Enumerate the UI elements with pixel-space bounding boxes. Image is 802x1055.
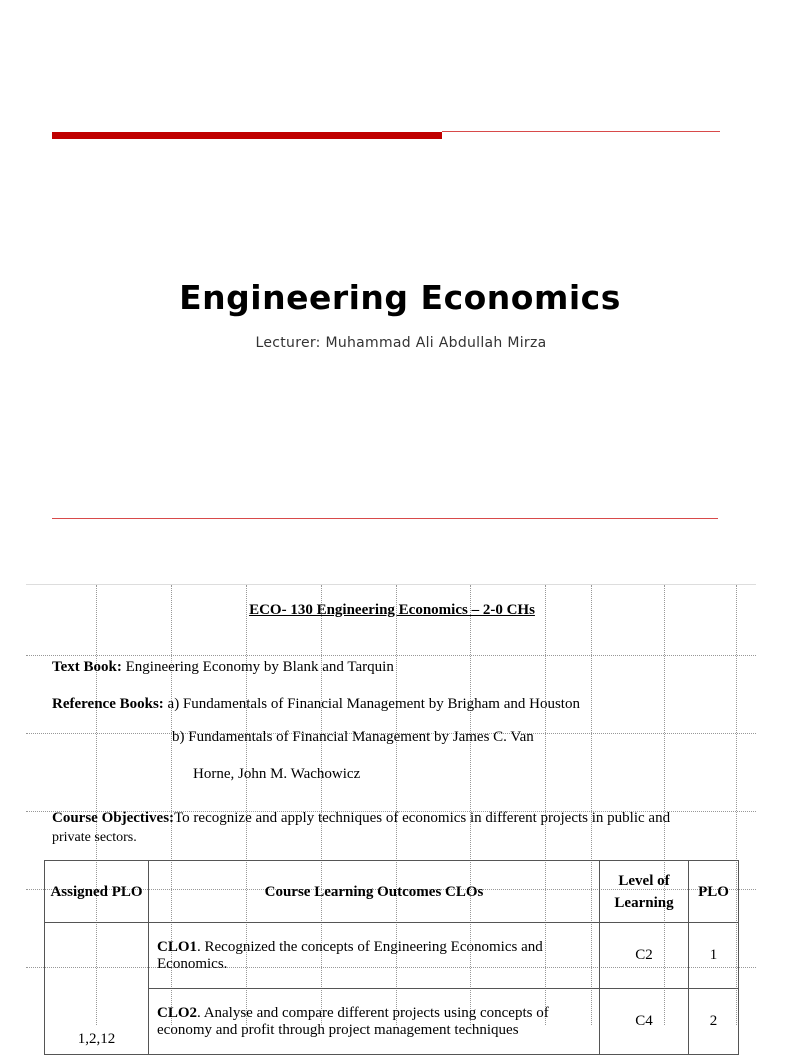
objectives-text-line1: To recognize and apply techniques of economics in different projects in public and [174, 810, 671, 826]
header-clo: Course Learning Outcomes CLOs [149, 861, 600, 923]
clo2-id: CLO2 [157, 1004, 198, 1021]
clo1-level: C2 [600, 923, 689, 989]
assigned-plo-value: 1,2,12 [45, 923, 149, 1055]
accent-line-thin-top [442, 131, 720, 132]
reference-a: a) Fundamentals of Financial Management by Brigham and Houston [167, 696, 580, 712]
text-book-line [52, 659, 394, 676]
clo2-text: . Analyse and compare different projects using concepts of economy and profit through project management techniques [157, 1004, 549, 1038]
clo1-id: CLO1 [157, 938, 198, 955]
objectives-line1 [52, 810, 670, 827]
header-level: Level of Learning [600, 861, 689, 923]
reference-b-line2: Horne, John M. Wachowicz [193, 766, 361, 782]
text-book-value: Engineering Economy by Blank and Tarquin [125, 659, 394, 675]
clo2-plo: 2 [689, 989, 739, 1055]
course-heading: ECO- 130 Engineering Economics – 2-0 CHs [249, 602, 535, 618]
clo1-text: . Recognized the concepts of Engineering Economics and Economics. [157, 938, 543, 972]
header-plo: PLO [689, 861, 739, 923]
header-assigned-plo: Assigned PLO [45, 861, 149, 923]
clo1-cell [149, 923, 600, 989]
table-row [45, 923, 739, 989]
table-row [45, 989, 739, 1055]
accent-bar-thick [52, 132, 442, 139]
lecturer-subtitle: Lecturer: Muhammad Ali Abdullah Mirza [255, 335, 547, 351]
course-outline-slide [26, 584, 756, 1047]
clo2-level: C4 [600, 989, 689, 1055]
reference-b-line1: b) Fundamentals of Financial Management by James C. Van [172, 729, 534, 745]
reference-books-line [52, 696, 580, 713]
presentation-title: Engineering Economics [179, 278, 621, 317]
objectives-text-line2: private sectors. [52, 830, 137, 845]
accent-line-bottom [52, 518, 718, 519]
reference-books-label: Reference Books: [52, 696, 164, 712]
clo-table [44, 860, 739, 1055]
objectives-label: Course Objectives: [52, 810, 175, 826]
clo1-plo: 1 [689, 923, 739, 989]
course-document [26, 585, 756, 1047]
table-header-row [45, 861, 739, 923]
text-book-label: Text Book: [52, 659, 122, 675]
clo2-cell [149, 989, 600, 1055]
